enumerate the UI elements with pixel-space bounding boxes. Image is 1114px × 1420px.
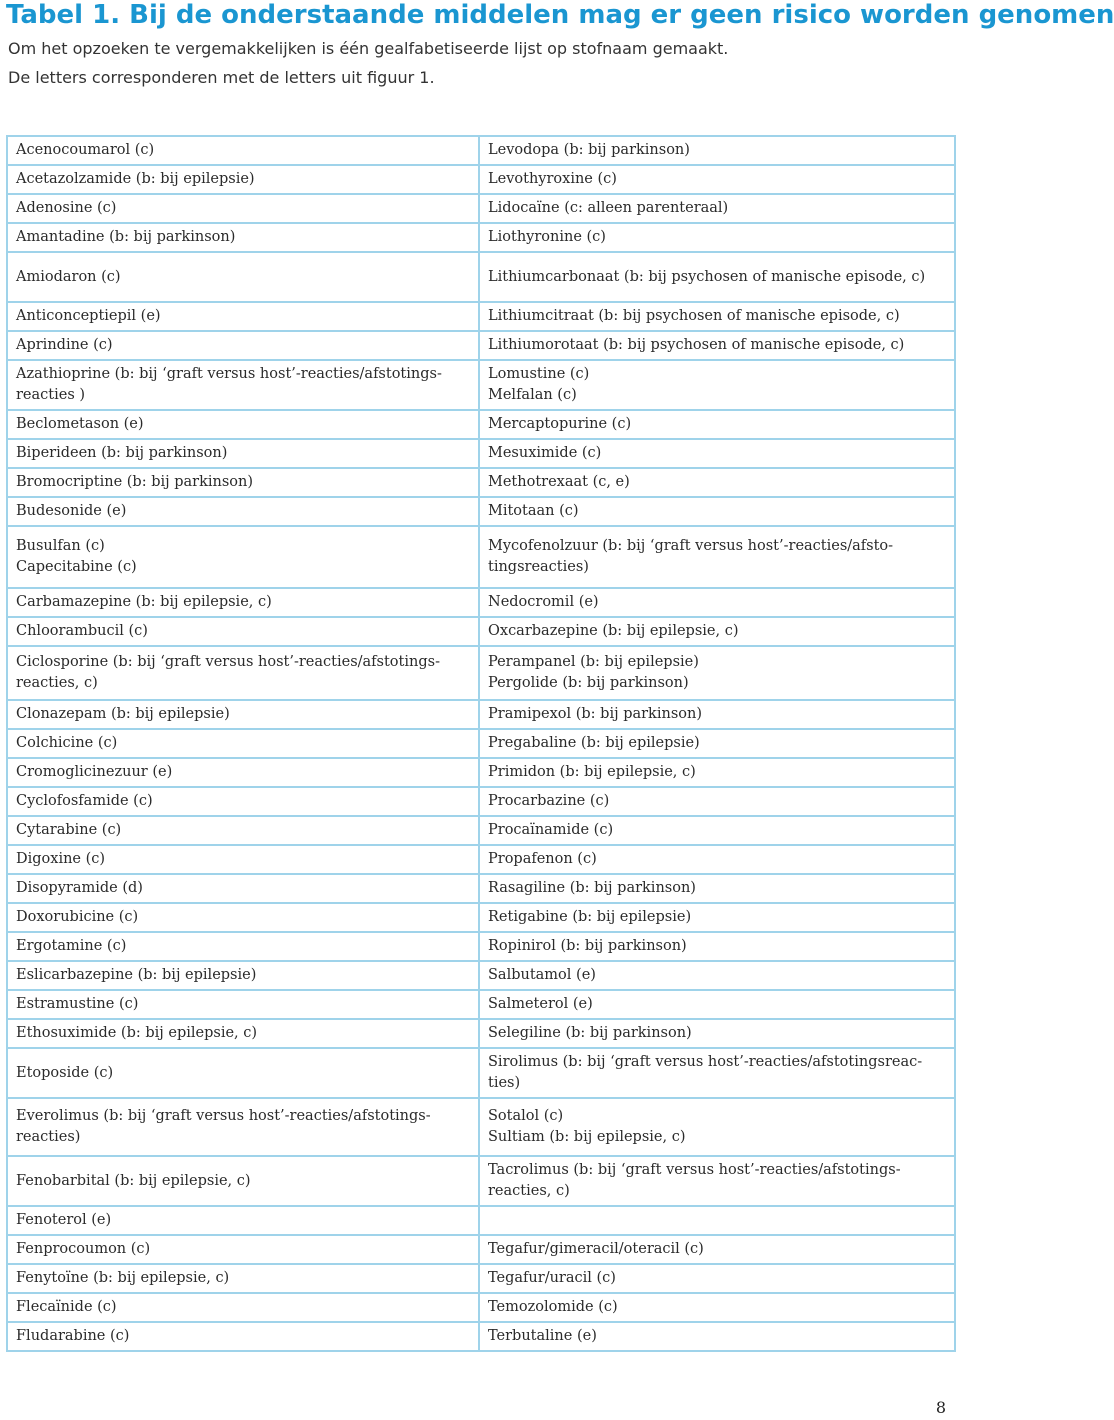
medication-cell-left: Disopyramide (d) (7, 874, 479, 903)
table-row (7, 758, 955, 787)
table-row (7, 1156, 955, 1206)
table-row (7, 497, 955, 526)
medication-cell-right: Salbutamol (e) (479, 961, 955, 990)
medication-cell-right: Pramipexol (b: bij parkinson) (479, 700, 955, 729)
medication-cell-right: Primidon (b: bij epilepsie, c) (479, 758, 955, 787)
table-row (7, 252, 955, 302)
table-row (7, 816, 955, 845)
medication-cell-left: Cytarabine (c) (7, 816, 479, 845)
table-row (7, 646, 955, 700)
medication-cell-left: Fludarabine (c) (7, 1322, 479, 1351)
table-row (7, 1264, 955, 1293)
medication-cell-left: Everolimus (b: bij ‘graft versus host’-reacties/afstotingsreacties) (7, 1098, 479, 1156)
medication-cell-left: Ergotamine (c) (7, 932, 479, 961)
medication-cell-right: Levodopa (b: bij parkinson) (479, 136, 955, 165)
medication-cell-right: Salmeterol (e) (479, 990, 955, 1019)
medication-cell-left: Clonazepam (b: bij epilepsie) (7, 700, 479, 729)
medication-cell-right: Pregabaline (b: bij epilepsie) (479, 729, 955, 758)
medication-cell-left: Busulfan (c) Capecitabine (c) (7, 526, 479, 588)
table-row (7, 1322, 955, 1351)
table-row (7, 1019, 955, 1048)
medication-cell-left: Chloorambucil (c) (7, 617, 479, 646)
page-number: 8 (935, 1398, 946, 1417)
medication-cell-left: Etoposide (c) (7, 1048, 479, 1098)
medication-cell-right: Methotrexaat (c, e) (479, 468, 955, 497)
medication-cell-right: Mycofenolzuur (b: bij ‘graft versus host’-reacties/afstotingsreacties) (479, 526, 955, 588)
medication-cell-left: Amantadine (b: bij parkinson) (7, 223, 479, 252)
medication-cell-right (479, 1206, 955, 1235)
table-row (7, 410, 955, 439)
table-row (7, 302, 955, 331)
table-row (7, 961, 955, 990)
medication-cell-right: Procaïnamide (c) (479, 816, 955, 845)
medication-cell-left: Azathioprine (b: bij ‘graft versus host’-reacties/afstotingsreacties ) (7, 360, 479, 410)
medication-cell-right: Levothyroxine (c) (479, 165, 955, 194)
medication-cell-left: Adenosine (c) (7, 194, 479, 223)
medication-cell-left: Biperideen (b: bij parkinson) (7, 439, 479, 468)
table-row (7, 588, 955, 617)
medication-cell-left: Anticonceptiepil (e) (7, 302, 479, 331)
medication-cell-left: Colchicine (c) (7, 729, 479, 758)
medication-cell-right: Liothyronine (c) (479, 223, 955, 252)
medication-cell-left: Cromoglicinezuur (e) (7, 758, 479, 787)
medication-cell-right: Ropinirol (b: bij parkinson) (479, 932, 955, 961)
medication-cell-right: Propafenon (c) (479, 845, 955, 874)
table-row (7, 360, 955, 410)
medication-table (6, 135, 956, 1352)
medication-cell-left: Cyclofosfamide (c) (7, 787, 479, 816)
table-row (7, 165, 955, 194)
medication-cell-left: Bromocriptine (b: bij parkinson) (7, 468, 479, 497)
medication-cell-left: Flecaïnide (c) (7, 1293, 479, 1322)
medication-cell-right: Retigabine (b: bij epilepsie) (479, 903, 955, 932)
medication-cell-right: Lithiumorotaat (b: bij psychosen of manische episode, c) (479, 331, 955, 360)
medication-cell-left: Budesonide (e) (7, 497, 479, 526)
table-row (7, 526, 955, 588)
table-row (7, 990, 955, 1019)
table-row (7, 468, 955, 497)
medication-cell-left: Ciclosporine (b: bij ‘graft versus host’-reacties/afstotingsreacties, c) (7, 646, 479, 700)
medication-cell-right: Mesuximide (c) (479, 439, 955, 468)
medication-cell-left: Acenocoumarol (c) (7, 136, 479, 165)
medication-cell-right: Tegafur/uracil (c) (479, 1264, 955, 1293)
medication-cell-right: Lithiumcitraat (b: bij psychosen of manische episode, c) (479, 302, 955, 331)
medication-cell-left: Estramustine (c) (7, 990, 479, 1019)
medication-cell-right: Rasagiline (b: bij parkinson) (479, 874, 955, 903)
medication-cell-right: Temozolomide (c) (479, 1293, 955, 1322)
table-row (7, 845, 955, 874)
medication-cell-left: Carbamazepine (b: bij epilepsie, c) (7, 588, 479, 617)
medication-cell-right: Mitotaan (c) (479, 497, 955, 526)
table-row (7, 617, 955, 646)
table-row (7, 874, 955, 903)
medication-cell-right: Sirolimus (b: bij ‘graft versus host’-reacties/afstotingsreacties) (479, 1048, 955, 1098)
medication-cell-right: Nedocromil (e) (479, 588, 955, 617)
medication-cell-left: Ethosuximide (b: bij epilepsie, c) (7, 1019, 479, 1048)
medication-cell-left: Fenprocoumon (c) (7, 1235, 479, 1264)
medication-cell-right: Procarbazine (c) (479, 787, 955, 816)
medication-cell-left: Eslicarbazepine (b: bij epilepsie) (7, 961, 479, 990)
table-row (7, 331, 955, 360)
table-row (7, 903, 955, 932)
medication-cell-left: Beclometason (e) (7, 410, 479, 439)
medication-cell-left: Acetazolzamide (b: bij epilepsie) (7, 165, 479, 194)
intro-line: Om het opzoeken te vergemakkelijken is één gealfabetiseerde lijst op stofnaam gemaakt. (8, 39, 729, 58)
medication-cell-right: Lidocaïne (c: alleen parenteraal) (479, 194, 955, 223)
table-row (7, 700, 955, 729)
table-row (7, 932, 955, 961)
medication-table-body (7, 136, 955, 1351)
table-row (7, 194, 955, 223)
medication-cell-left: Fenoterol (e) (7, 1206, 479, 1235)
table-row (7, 136, 955, 165)
medication-cell-left: Digoxine (c) (7, 845, 479, 874)
table-row (7, 729, 955, 758)
medication-cell-right: Terbutaline (e) (479, 1322, 955, 1351)
table-row (7, 1293, 955, 1322)
medication-cell-left: Fenobarbital (b: bij epilepsie, c) (7, 1156, 479, 1206)
table-row (7, 1098, 955, 1156)
medication-cell-right: Oxcarbazepine (b: bij epilepsie, c) (479, 617, 955, 646)
intro-line: De letters corresponderen met de letters uit figuur 1. (8, 68, 435, 87)
medication-cell-right: Selegiline (b: bij parkinson) (479, 1019, 955, 1048)
medication-cell-left: Fenytoïne (b: bij epilepsie, c) (7, 1264, 479, 1293)
medication-cell-right: Tegafur/gimeracil/oteracil (c) (479, 1235, 955, 1264)
medication-cell-right: Lomustine (c) Melfalan (c) (479, 360, 955, 410)
table-title: Tabel 1. Bij de onderstaande middelen mag er geen risico worden genomen (6, 0, 1114, 30)
table-row (7, 439, 955, 468)
medication-cell-right: Sotalol (c) Sultiam (b: bij epilepsie, c) (479, 1098, 955, 1156)
table-row (7, 1235, 955, 1264)
medication-cell-right: Lithiumcarbonaat (b: bij psychosen of manische episode, c) (479, 252, 955, 302)
intro-text (8, 34, 948, 92)
medication-cell-left: Doxorubicine (c) (7, 903, 479, 932)
table-row (7, 223, 955, 252)
medication-cell-right: Perampanel (b: bij epilepsie) Pergolide (b: bij parkinson) (479, 646, 955, 700)
table-row (7, 787, 955, 816)
table-row (7, 1206, 955, 1235)
medication-cell-left: Aprindine (c) (7, 331, 479, 360)
medication-cell-left: Amiodaron (c) (7, 252, 479, 302)
medication-cell-right: Mercaptopurine (c) (479, 410, 955, 439)
medication-cell-right: Tacrolimus (b: bij ‘graft versus host’-reacties/afstotingsreacties, c) (479, 1156, 955, 1206)
table-row (7, 1048, 955, 1098)
